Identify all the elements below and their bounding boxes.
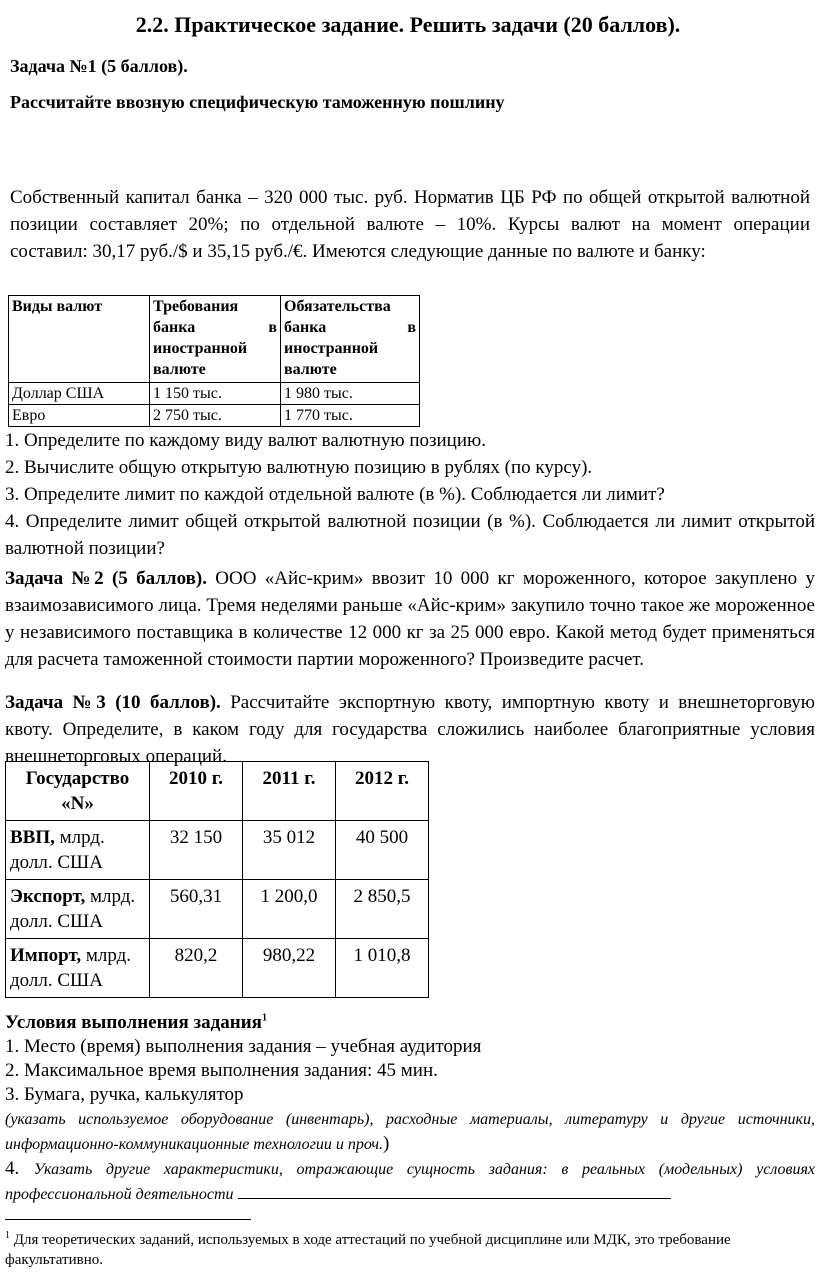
task1-subheading: Рассчитайте ввозную специфическую таможенную пошлину	[10, 92, 505, 112]
list-item: 3. Бумага, ручка, калькулятор	[5, 1084, 244, 1105]
table-header-cell: Виды валют	[9, 296, 150, 383]
conditions-heading-text: Условия выполнения задания	[5, 1012, 262, 1033]
table-cell: Евро	[9, 405, 150, 427]
table-cell: 560,31	[150, 880, 243, 939]
table-cell: 2 750 тыс.	[150, 405, 281, 427]
task1-heading: Задача №1 (5 баллов).	[10, 56, 188, 76]
table-header-cell: 2011 г.	[243, 762, 336, 821]
table-cell: 1 770 тыс.	[281, 405, 420, 427]
table-row	[9, 405, 420, 427]
table-cell: 1 980 тыс.	[281, 383, 420, 405]
item4-text: Указать другие характеристики, отражающие сущность задания: в реальных (модельных) условиях профессиональной деятельности	[5, 1161, 816, 1203]
list-item: 3. Определите лимит по каждой отдельной валюте (в %). Соблюдается ли лимит?	[5, 484, 665, 505]
table-cell: 1 150 тыс.	[150, 383, 281, 405]
task2-text: ООО «Айс-крим» ввозит 10 000 кг мороженного, которое закуплено у взаимозависимого лица. Тремя неделями раньше «Айс-крим» закупило точно такое же мороженное у независимого поставщика в количестве 12 000 кг за 25 000 евро. Какой метод будет применяться для расчета таможенной стоимости партии мороженного? Произведите расчет.	[5, 568, 815, 670]
list-item-4	[5, 1157, 815, 1207]
footnote-ref: 1	[261, 1012, 267, 1024]
table-header-cell: 2012 г.	[336, 762, 429, 821]
table-row	[9, 383, 420, 405]
table-header-row	[6, 762, 429, 821]
list-item: 2. Максимальное время выполнения задания: 45 мин.	[5, 1060, 438, 1081]
table-cell: 820,2	[150, 939, 243, 998]
table-cell: 40 500	[336, 821, 429, 880]
conditions-section	[5, 1011, 815, 1207]
row-label-bold: Импорт,	[10, 945, 82, 966]
table-cell: 1 010,8	[336, 939, 429, 998]
table-cell: 1 200,0	[243, 880, 336, 939]
trade-table	[5, 761, 429, 998]
table-cell: Доллар США	[9, 383, 150, 405]
table-row	[6, 880, 429, 939]
footnote-text: Для теоретических заданий, используемых в ходе аттестаций по учебной дисциплине или МДК, это требование факультативно.	[5, 1232, 731, 1268]
table-row-label	[6, 880, 150, 939]
row-label-bold: ВВП,	[10, 827, 55, 848]
list-item: 1. Место (время) выполнения задания – учебная аудитория	[5, 1036, 482, 1057]
row-label-bold: Экспорт,	[10, 886, 86, 907]
table-corner-cell: Государство «N»	[6, 762, 150, 821]
table-header-row	[9, 296, 420, 383]
table-cell: 2 850,5	[336, 880, 429, 939]
list-item: 1. Определите по каждому виду валют валютную позицию.	[5, 430, 486, 451]
table-cell: 35 012	[243, 821, 336, 880]
table-row	[6, 939, 429, 998]
italic-note	[5, 1107, 815, 1157]
table-row	[6, 821, 429, 880]
table-header-cell: 2010 г.	[150, 762, 243, 821]
table-cell: 32 150	[150, 821, 243, 880]
fill-in-line	[238, 1184, 671, 1199]
italic-note-text: (указать используемое оборудование (инвентарь), расходные материалы, литературу и другие источники, информационно-коммуникационные технологии и проч.	[5, 1111, 815, 1153]
page-title: 2.2. Практическое задание. Решить задачи (20 баллов).	[135, 12, 681, 37]
italic-note-close: )	[383, 1133, 390, 1154]
table-header-cell: Обязательства банка в иностранной валюте	[281, 296, 420, 383]
task3-text: Рассчитайте экспортную квоту, импортную квоту и внешнеторговую квоту. Определите, в каком году для государства сложились наиболее благоприятные условия внешнеторговых операций.	[5, 692, 815, 767]
footnote-divider	[5, 1219, 251, 1220]
footnote	[5, 1230, 805, 1270]
currency-table	[8, 295, 420, 427]
task2-block	[5, 565, 815, 673]
task2-heading: Задача №2 (5 баллов).	[5, 568, 207, 589]
footnote-mark: 1	[5, 1230, 10, 1241]
item4-number: 4.	[5, 1158, 20, 1179]
table-header-cell: Требования банка в иностранной валюте	[150, 296, 281, 383]
row-label-rest: млрд. долл. США	[10, 886, 136, 932]
task3-heading: Задача №3 (10 баллов).	[5, 692, 221, 713]
conditions-heading	[5, 1011, 815, 1035]
table-row-label	[6, 821, 150, 880]
row-label-rest: млрд. долл. США	[10, 827, 105, 873]
table-row-label	[6, 939, 150, 998]
task1-paragraph: Собственный капитал банка – 320 000 тыс. руб. Норматив ЦБ РФ по общей открытой валютной позиции составляет 20%; по отдельной валюте – 10%. Курсы валют на момент операции составил: 30,17 руб./$ и 35,15 руб./€. Имеются следующие данные по валюте и банку:	[10, 187, 810, 262]
task1-questions	[5, 427, 815, 562]
list-item: 4. Определите лимит общей открытой валютной позиции (в %). Соблюдается ли лимит открытой валютной позиции?	[5, 511, 815, 559]
table-cell: 980,22	[243, 939, 336, 998]
list-item: 2. Вычислите общую открытую валютную позицию в рублях (по курсу).	[5, 457, 593, 478]
row-label-rest: млрд. долл. США	[10, 945, 132, 991]
task3-block	[5, 689, 815, 770]
